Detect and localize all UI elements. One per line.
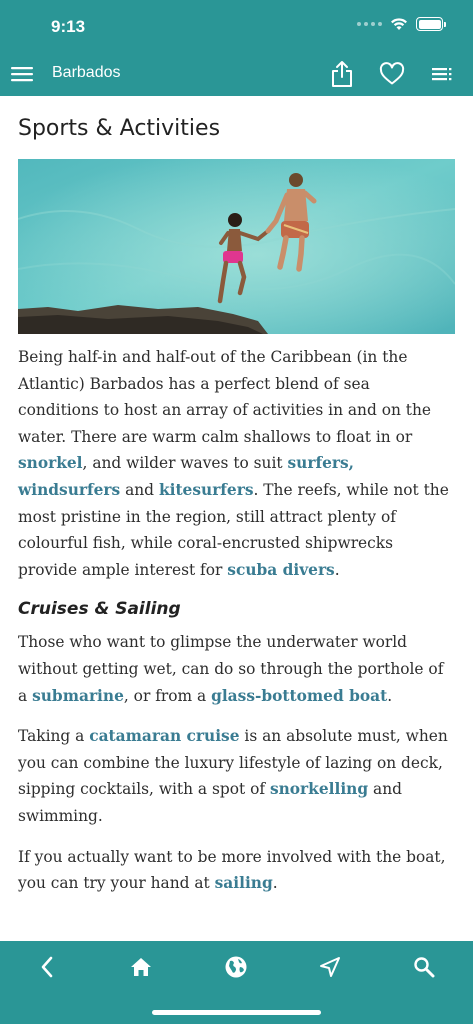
text-span: . — [387, 686, 393, 705]
bottom-toolbar — [0, 941, 473, 1024]
home-icon — [130, 957, 152, 977]
link-kitesurfers[interactable]: kitesurfers — [158, 480, 254, 499]
navigate-button[interactable] — [310, 951, 350, 983]
list-icon — [431, 65, 453, 83]
section-title-cruises: Cruises & Sailing — [18, 599, 181, 620]
share-button[interactable] — [329, 60, 355, 88]
text-span: and swimming. — [18, 780, 402, 825]
status-icons — [357, 17, 443, 31]
text-span: and — [120, 480, 159, 499]
text-span: If you actually want to be more involved with the boat, you can try your hand at — [18, 847, 446, 893]
home-indicator[interactable] — [152, 1010, 321, 1015]
text-span: , or from a — [123, 686, 212, 705]
hero-image — [18, 159, 455, 334]
text-span: . — [272, 874, 278, 893]
link-glass-bottomed-boat[interactable]: glass-bottomed boat — [211, 686, 388, 705]
text-span: Taking a — [18, 727, 90, 746]
link-surfers-windsurfers[interactable]: surfers, windsurfers — [18, 454, 354, 499]
link-scuba-divers[interactable]: scuba divers — [227, 560, 335, 579]
wifi-icon — [390, 17, 408, 31]
back-button[interactable] — [27, 951, 67, 983]
link-snorkelling[interactable]: snorkelling — [269, 780, 369, 799]
article-content — [18, 96, 455, 897]
location-arrow-icon — [319, 956, 341, 978]
favorite-button[interactable] — [379, 60, 405, 88]
home-button[interactable] — [121, 951, 161, 983]
share-icon — [331, 60, 353, 88]
search-icon — [413, 956, 435, 978]
contents-button[interactable] — [429, 60, 455, 88]
search-button[interactable] — [404, 951, 444, 983]
nav-actions — [329, 60, 455, 88]
intro-paragraph — [18, 344, 455, 583]
heart-icon — [379, 62, 405, 86]
link-submarine[interactable]: submarine — [32, 686, 124, 705]
battery-icon — [416, 17, 443, 31]
text-span: is an absolute must, when you can combine the luxury lifestyle of lazing on deck, sipping cocktails, with a spot of — [18, 727, 448, 799]
chevron-left-icon — [40, 956, 54, 978]
signal-icon — [357, 22, 382, 26]
nav-title: Barbados — [52, 64, 121, 81]
page-title: Sports & Activities — [18, 116, 221, 141]
navigation-bar — [0, 52, 473, 96]
status-time: 9:13 — [51, 17, 86, 36]
link-snorkel[interactable]: snorkel — [18, 454, 83, 473]
text-span: Those who want to glimpse the underwater world without getting wet, can do so through the porthole of a — [18, 633, 444, 705]
globe-icon — [224, 955, 248, 979]
explore-button[interactable] — [216, 951, 256, 983]
link-catamaran-cruise[interactable]: catamaran cruise — [89, 727, 240, 746]
app-header — [0, 0, 473, 96]
link-sailing[interactable]: sailing — [214, 874, 273, 893]
submarine-paragraph — [18, 629, 455, 709]
sailing-paragraph — [18, 844, 455, 897]
text-span: , and wilder waves to suit — [82, 454, 288, 473]
hamburger-icon[interactable] — [10, 64, 34, 84]
text-span: . The reefs, while not the most pristine in the region, still attract plenty of colourful fish, while coral-encrusted shipwrecks provide ample interest for — [18, 480, 449, 579]
text-span: Being half-in and half-out of the Caribbean (in the Atlantic) Barbados has a perfect blend of sea conditions to host an array of activities in and on the water. There are warm calm shallows to float in or — [18, 348, 431, 446]
text-span: . — [334, 560, 340, 579]
catamaran-paragraph — [18, 723, 455, 829]
